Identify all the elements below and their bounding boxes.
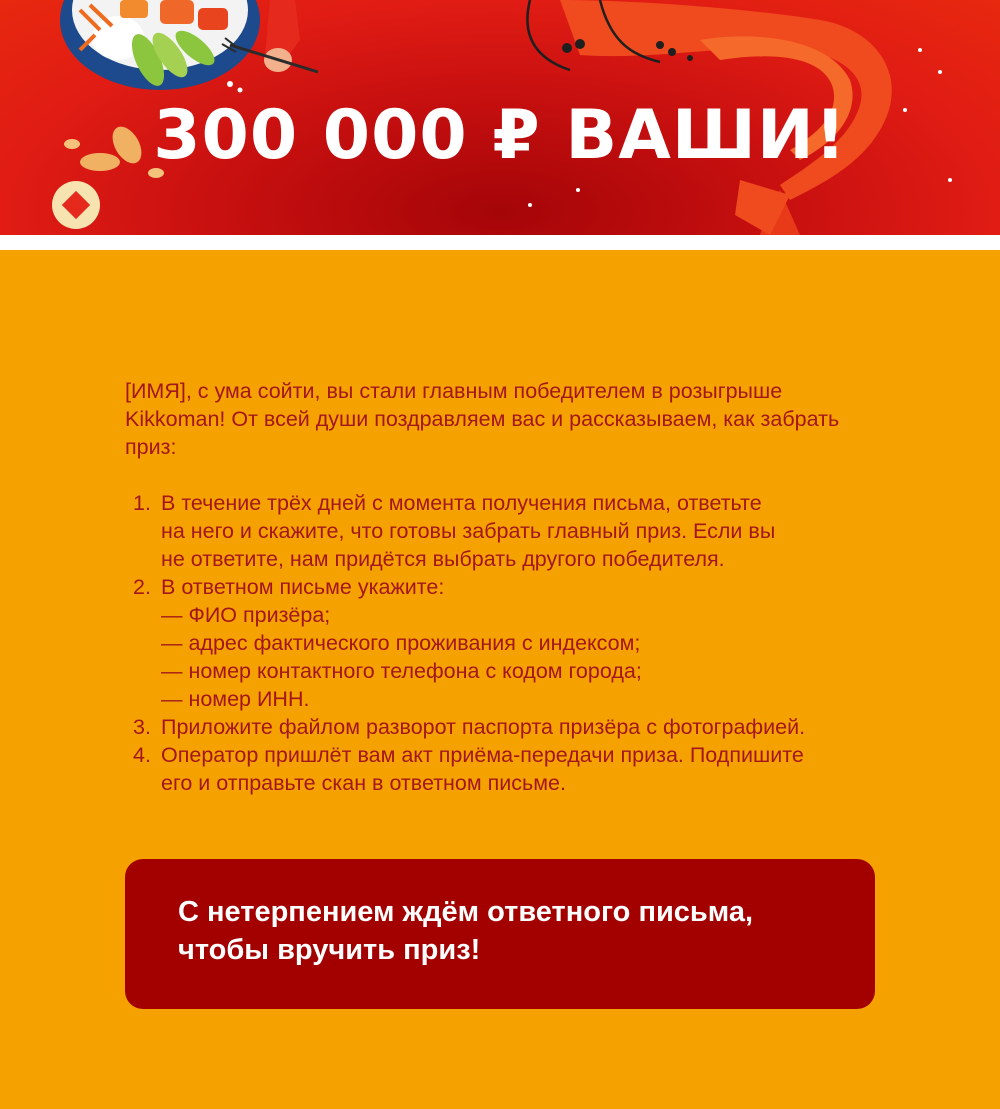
cta-banner — [125, 859, 875, 1009]
coin-icon — [52, 181, 100, 229]
hero-title: 300 000 ₽ ВАШИ! — [153, 96, 847, 175]
step-line: — номер контактного телефона с кодом города; — [161, 659, 642, 683]
step-line: — номер ИНН. — [161, 687, 310, 711]
step-number: 3. — [133, 715, 151, 739]
step-line: его и отправьте скан в ответном письме. — [161, 771, 566, 795]
divider — [0, 235, 1000, 250]
step-line: Приложите файлом разворот паспорта призёра с фотографией. — [161, 715, 806, 739]
cta-line: чтобы вручить приз! — [178, 934, 481, 966]
step-line: Оператор пришлёт вам акт приёма-передачи приза. Подпишите — [161, 743, 804, 767]
step-number: 1. — [133, 491, 151, 515]
steps-list — [125, 489, 905, 797]
step-number: 4. — [133, 743, 151, 767]
step-line: — ФИО призёра; — [161, 603, 331, 627]
list-item — [125, 573, 905, 713]
step-line: — адрес фактического проживания с индексом; — [161, 631, 641, 655]
content-section — [0, 250, 1000, 1109]
list-item — [125, 741, 905, 797]
step-line: В течение трёх дней с момента получения письма, ответьте — [161, 491, 762, 515]
list-item — [125, 713, 905, 741]
step-number: 2. — [133, 575, 151, 599]
step-line: на него и скажите, что готовы забрать главный приз. Если вы — [161, 519, 776, 543]
cta-line: С нетерпением ждём ответного письма, — [178, 896, 754, 928]
cta-text — [178, 893, 858, 969]
intro-text: [ИМЯ], с ума сойти, вы стали главным победителем в розыгрыше Kikkoman! От всей души поздравляем вас и рассказываем, как забрать приз: — [125, 379, 840, 459]
hero-banner — [0, 0, 1000, 235]
step-line: В ответном письме укажите: — [161, 575, 445, 599]
step-line: не ответите, нам придётся выбрать другого победителя. — [161, 547, 725, 571]
list-item — [125, 489, 905, 573]
